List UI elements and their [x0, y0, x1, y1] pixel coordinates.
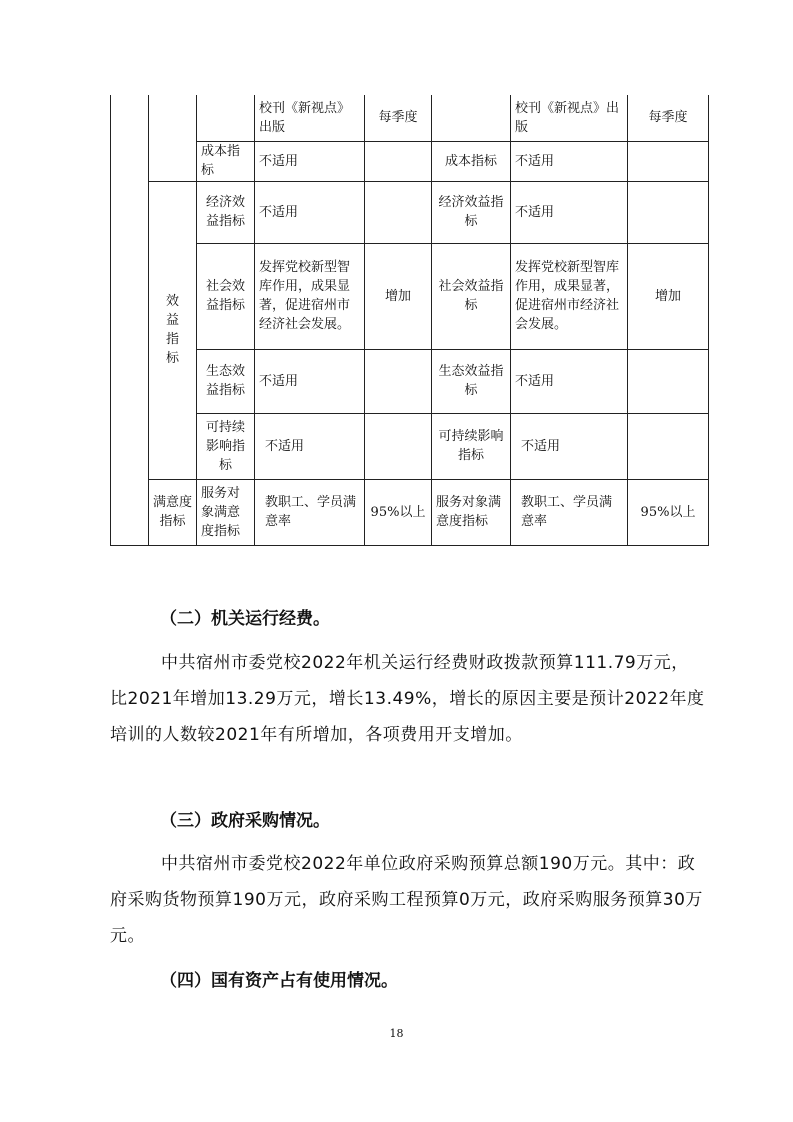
table-cell: 不适用	[255, 141, 365, 181]
table-cell: 生态效益指标	[432, 349, 511, 413]
page-number: 18	[389, 1027, 404, 1040]
table-cell: 生态效益指标	[197, 349, 255, 413]
table-cell: 95%以上	[365, 479, 432, 545]
benefit-indicator-label: 效益指标	[149, 181, 197, 479]
table-cell	[365, 349, 432, 413]
table-row	[111, 479, 709, 545]
section-paragraph: 中共宿州市委党校2022年单位政府采购预算总额190万元。其中：政府采购货物预算190万元，政府采购工程预算0万元，政府采购服务预算30万元。	[110, 854, 703, 946]
table-cell	[365, 141, 432, 181]
table-cell: 不适用	[511, 349, 628, 413]
table-cell: 不适用	[255, 181, 365, 243]
table-cell: 成本指标	[197, 141, 255, 181]
table-cell: 发挥党校新型智库作用，成果显著，促进宿州市经济社会发展。	[255, 243, 365, 349]
table-cell: 教职工、学员满意率	[511, 479, 628, 545]
table-row	[111, 243, 709, 349]
table-cell	[628, 349, 709, 413]
section-heading: （二）机关运行经费。	[160, 609, 330, 629]
table-cell: 校刊《新视点》出版	[255, 95, 365, 141]
table-cell: 服务对象满意度指标	[432, 479, 511, 545]
table-cell: 发挥党校新型智库作用，成果显著，促进宿州市经济社会发展。	[511, 243, 628, 349]
section-heading: （三）政府采购情况。	[160, 811, 330, 831]
table-cell: 教职工、学员满意率	[255, 479, 365, 545]
table-row	[111, 413, 709, 479]
section-heading: （四）国有资产占有使用情况。	[160, 971, 398, 991]
table-cell: 不适用	[511, 141, 628, 181]
table-cell	[628, 141, 709, 181]
table-row	[111, 141, 709, 181]
table-cell: 每季度	[628, 95, 709, 141]
table-cell: 增加	[365, 243, 432, 349]
table-cell	[628, 413, 709, 479]
table-cell	[365, 181, 432, 243]
section-paragraph: 中共宿州市委党校2022年机关运行经费财政拨款预算111.79万元，比2021年增加13.29万元，增长13.49%，增长的原因主要是预计2022年度培训的人数较2021年有所增加，各项费用开支增加。	[110, 653, 705, 745]
table-cell: 95%以上	[628, 479, 709, 545]
table-cell	[111, 95, 149, 545]
table-cell: 社会效益指标	[432, 243, 511, 349]
table-cell: 不适用	[511, 181, 628, 243]
performance-indicator-table	[110, 95, 709, 546]
table-row	[111, 349, 709, 413]
table-cell: 不适用	[255, 413, 365, 479]
table-cell: 增加	[628, 243, 709, 349]
satisfaction-indicator-label: 满意度指标	[149, 479, 197, 545]
table-cell: 服务对象满意度指标	[197, 479, 255, 545]
table-cell: 经济效益指标	[197, 181, 255, 243]
table-row	[111, 95, 709, 141]
table-cell	[197, 95, 255, 141]
table-cell	[149, 95, 197, 181]
table-cell: 校刊《新视点》出版	[511, 95, 628, 141]
table-cell: 每季度	[365, 95, 432, 141]
table-cell: 不适用	[511, 413, 628, 479]
table-cell: 成本指标	[432, 141, 511, 181]
table-cell: 可持续影响指标	[432, 413, 511, 479]
table-cell: 社会效益指标	[197, 243, 255, 349]
table-cell	[432, 95, 511, 141]
table-cell: 不适用	[255, 349, 365, 413]
table-cell: 经济效益指标	[432, 181, 511, 243]
table-cell: 可持续影响指标	[197, 413, 255, 479]
table-cell	[365, 413, 432, 479]
table-cell	[628, 181, 709, 243]
table-row	[111, 181, 709, 243]
